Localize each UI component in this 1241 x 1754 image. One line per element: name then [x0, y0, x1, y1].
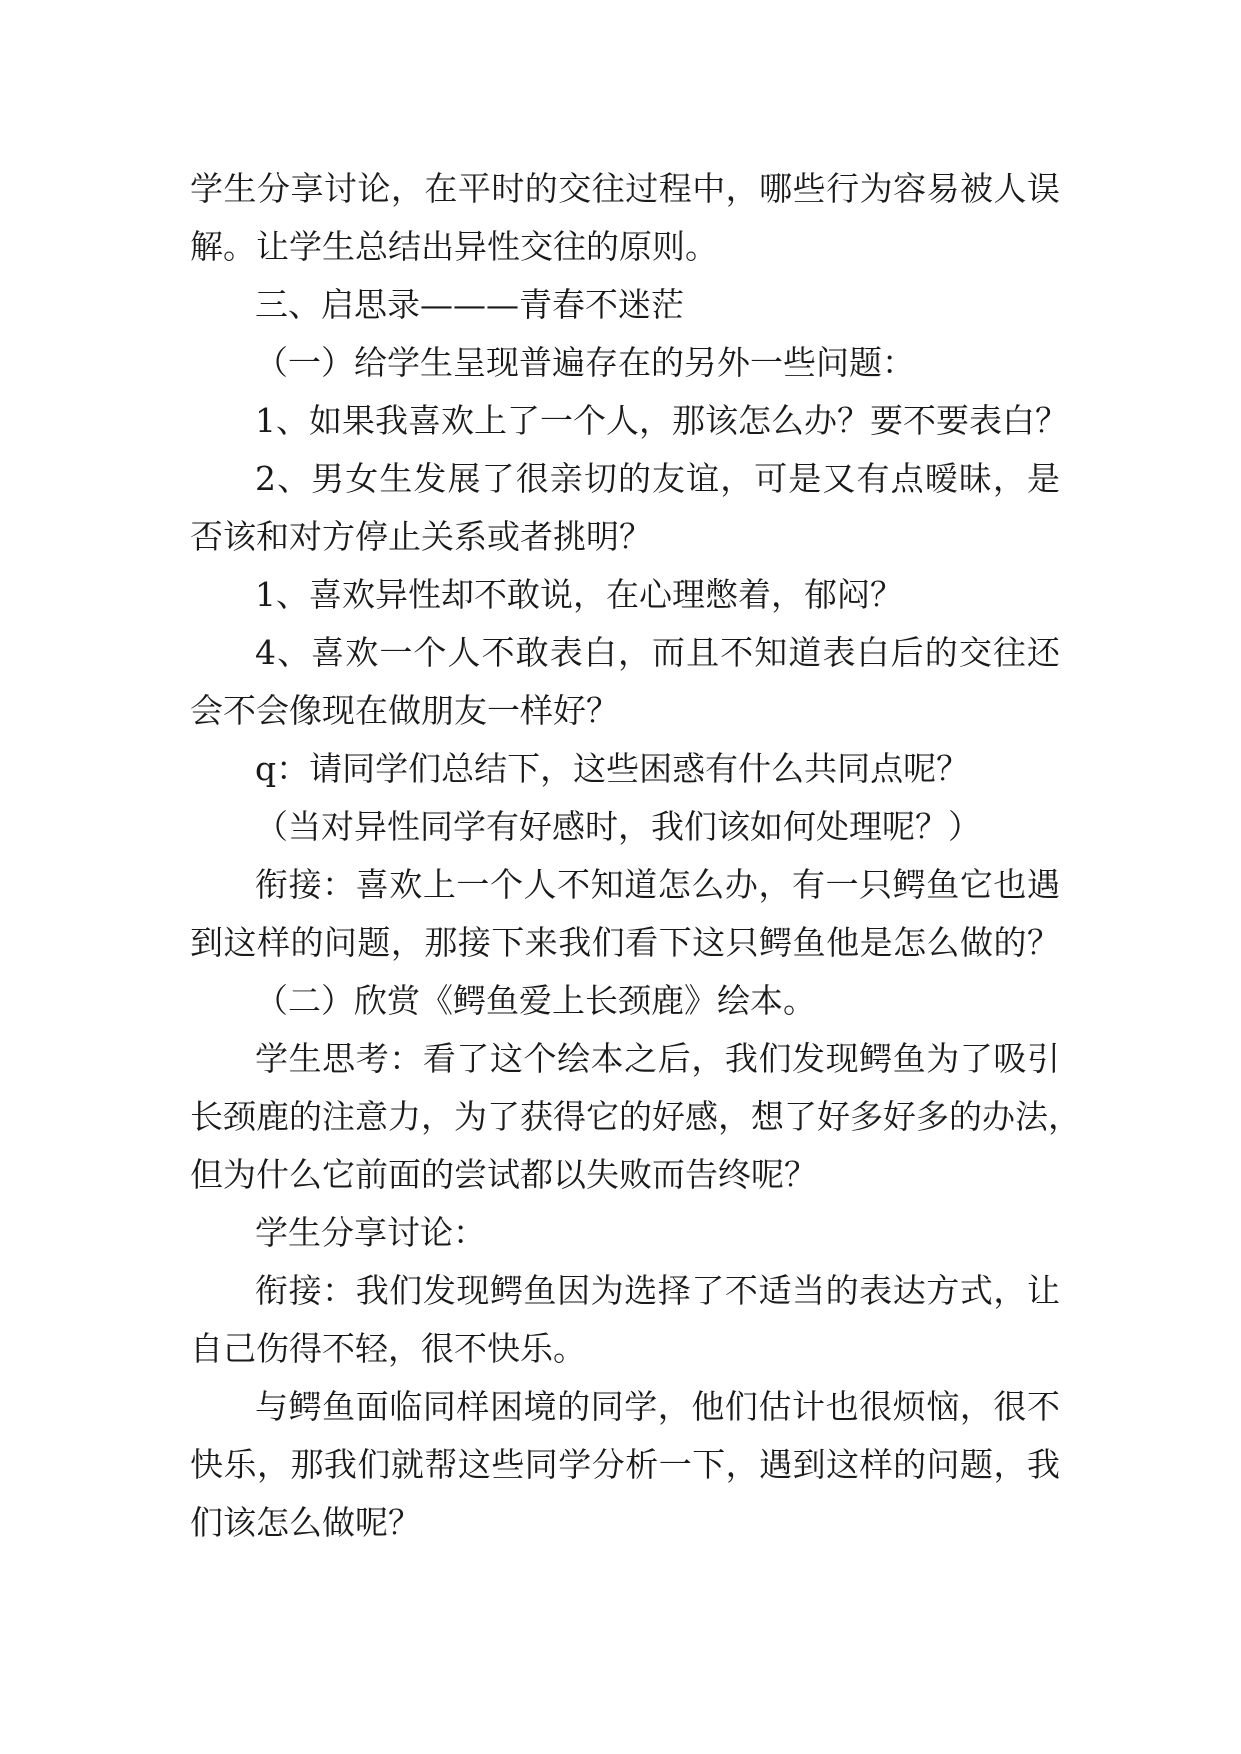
text-line	[190, 1204, 1060, 1262]
text-line	[190, 508, 1060, 566]
text-line-content: 学生分享讨论，在平时的交往过程中，哪些行为容易被人误	[190, 169, 1060, 208]
text-line	[190, 1494, 1060, 1552]
text-line	[190, 334, 1060, 392]
text-line-content: 2、男女生发展了很亲切的友谊，可是又有点暧昧，是	[255, 459, 1060, 498]
text-line	[190, 1030, 1060, 1088]
text-line-content: 4、喜欢一个人不敢表白，而且不知道表白后的交往还	[255, 633, 1060, 672]
text-line	[190, 1378, 1060, 1436]
text-line-content: 解。让学生总结出异性交往的原则。	[190, 227, 718, 266]
text-line-content: 衔接：喜欢上一个人不知道怎么办，有一只鳄鱼它也遇	[255, 865, 1060, 904]
text-line	[190, 914, 1060, 972]
text-line-content: 到这样的问题，那接下来我们看下这只鳄鱼他是怎么做的？	[190, 923, 1060, 962]
text-line	[190, 856, 1060, 914]
text-line-content: 但为什么它前面的尝试都以失败而告终呢？	[190, 1155, 817, 1194]
text-line	[190, 1146, 1060, 1204]
text-line-content: q：请同学们总结下，这些困惑有什么共同点呢？	[255, 749, 970, 788]
text-line-content: 与鳄鱼面临同样困境的同学，他们估计也很烦恼，很不	[255, 1387, 1060, 1426]
text-line	[190, 1320, 1060, 1378]
text-line-content: （二）欣赏《鳄鱼爱上长颈鹿》绘本。	[255, 981, 816, 1020]
text-line	[190, 682, 1060, 740]
text-line-content: 1、如果我喜欢上了一个人，那该怎么办？要不要表白？	[255, 401, 1068, 440]
text-line-content: 自己伤得不轻，很不快乐。	[190, 1329, 586, 1368]
text-line	[190, 624, 1060, 682]
text-line-content: 长颈鹿的注意力，为了获得它的好感，想了好多好多的办法，	[190, 1097, 1081, 1136]
text-line	[190, 1436, 1060, 1494]
text-line	[190, 276, 1060, 334]
document-body	[190, 160, 1081, 1552]
text-line-content: 衔接：我们发现鳄鱼因为选择了不适当的表达方式，让	[255, 1271, 1060, 1310]
text-line	[190, 218, 1060, 276]
text-line-content: 1、喜欢异性却不敢说，在心理憋着，郁闷？	[255, 575, 903, 614]
text-line	[190, 1088, 1081, 1146]
text-line-content: 学生思考：看了这个绘本之后，我们发现鳄鱼为了吸引	[255, 1039, 1060, 1078]
text-line-content: （一）给学生呈现普遍存在的另外一些问题：	[255, 343, 915, 382]
text-line	[190, 798, 1060, 856]
text-line	[190, 450, 1060, 508]
text-line-content: 们该怎么做呢？	[190, 1503, 421, 1542]
text-line	[190, 160, 1060, 218]
text-line-content: 会不会像现在做朋友一样好？	[190, 691, 619, 730]
text-line-content: 快乐，那我们就帮这些同学分析一下，遇到这样的问题，我	[190, 1445, 1060, 1484]
text-line	[190, 566, 1060, 624]
text-line	[190, 740, 1060, 798]
text-line-content: （当对异性同学有好感时，我们该如何处理呢？）	[255, 807, 981, 846]
text-line-content: 三、启思录———青春不迷茫	[255, 285, 684, 324]
text-line-content: 学生分享讨论：	[255, 1213, 486, 1252]
text-line	[190, 1262, 1060, 1320]
text-line	[190, 972, 1060, 1030]
text-line-content: 否该和对方停止关系或者挑明？	[190, 517, 652, 556]
text-line	[190, 392, 1068, 450]
